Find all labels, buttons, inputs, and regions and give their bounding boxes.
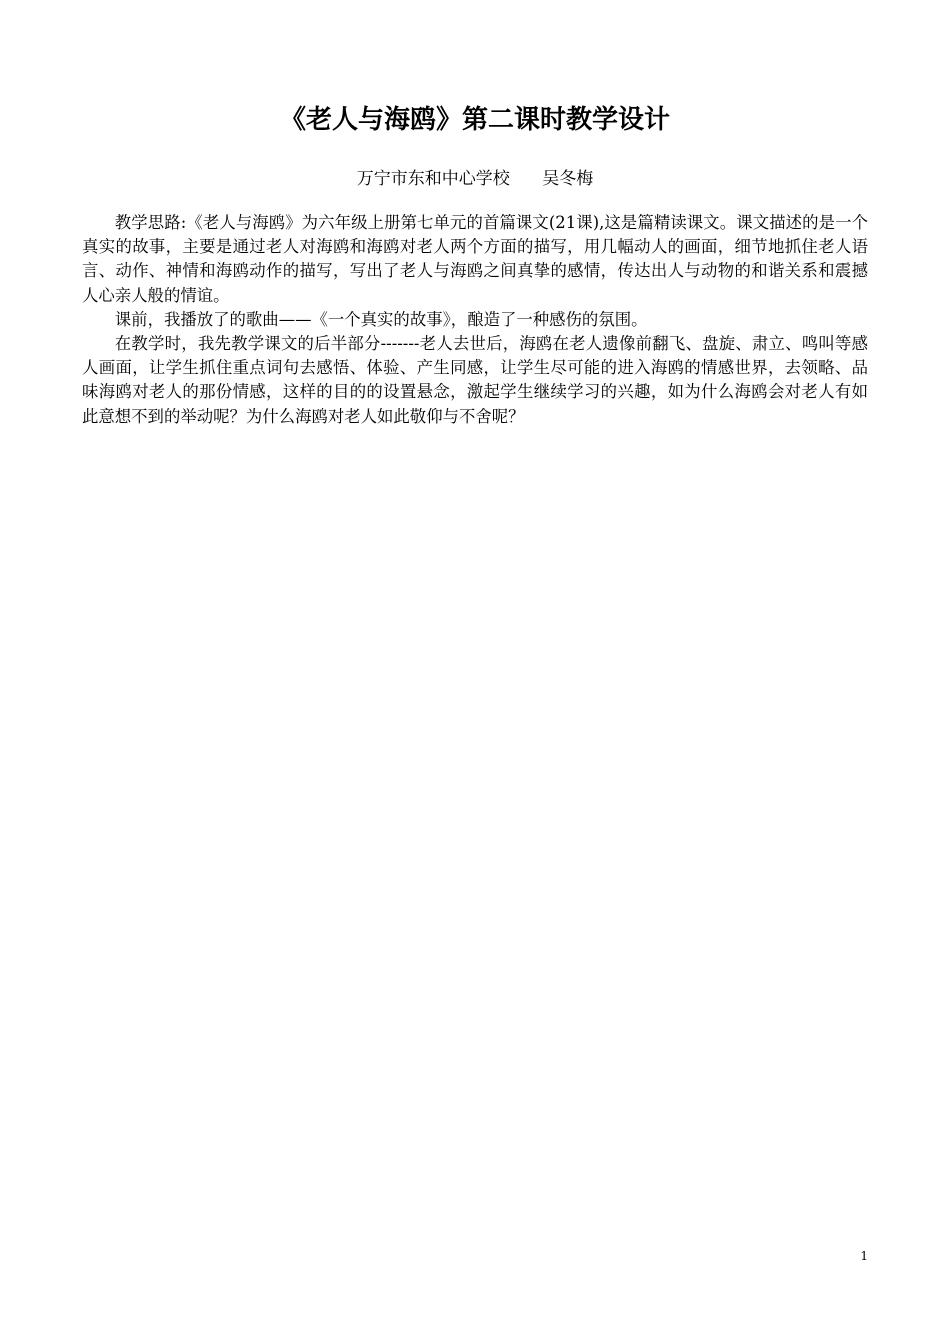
author-byline: 万宁市东和中心学校 吴冬梅 [356,169,594,189]
paragraph-teaching-process: 在教学时，我先教学课文的后半部分-------老人去世后，海鸥在老人遗像前翻飞、盘旋、肃立、鸣叫等感人画面，让学生抓住重点词句去感悟、体验、产生同感，让学生尽可能的进入海鸥的情感世界，去领略、品味海鸥对老人的那份情感，这样的目的的设置悬念，激起学生继续学习的兴趣，如为什么海鸥会对老人有如此意想不到的举动呢？为什么海鸥对老人如此敬仰与不舍呢？ [82,334,868,426]
document-title: 《老人与海鸥》第二课时教学设计 [279,105,670,135]
paragraph-before-class: 课前，我播放了的歌曲——《一个真实的故事》，酿造了一种感伤的氛围。 [114,309,648,329]
page-number: 1 [860,1249,868,1263]
document-body [82,211,868,429]
paragraph-teaching-idea: 教学思路:《老人与海鸥》为六年级上册第七单元的首篇课文(21课),这是篇精读课文。课文描述的是一个真实的故事，主要是通过老人对海鸥和海鸥对老人两个方面的描写，用几幅动人的画面，细节地抓住老人语言、动作、神情和海鸥动作的描写，写出了老人与海鸥之间真挚的感情，传达出人与动物的和谐关系和震撼人心亲人般的情谊。 [82,213,868,305]
